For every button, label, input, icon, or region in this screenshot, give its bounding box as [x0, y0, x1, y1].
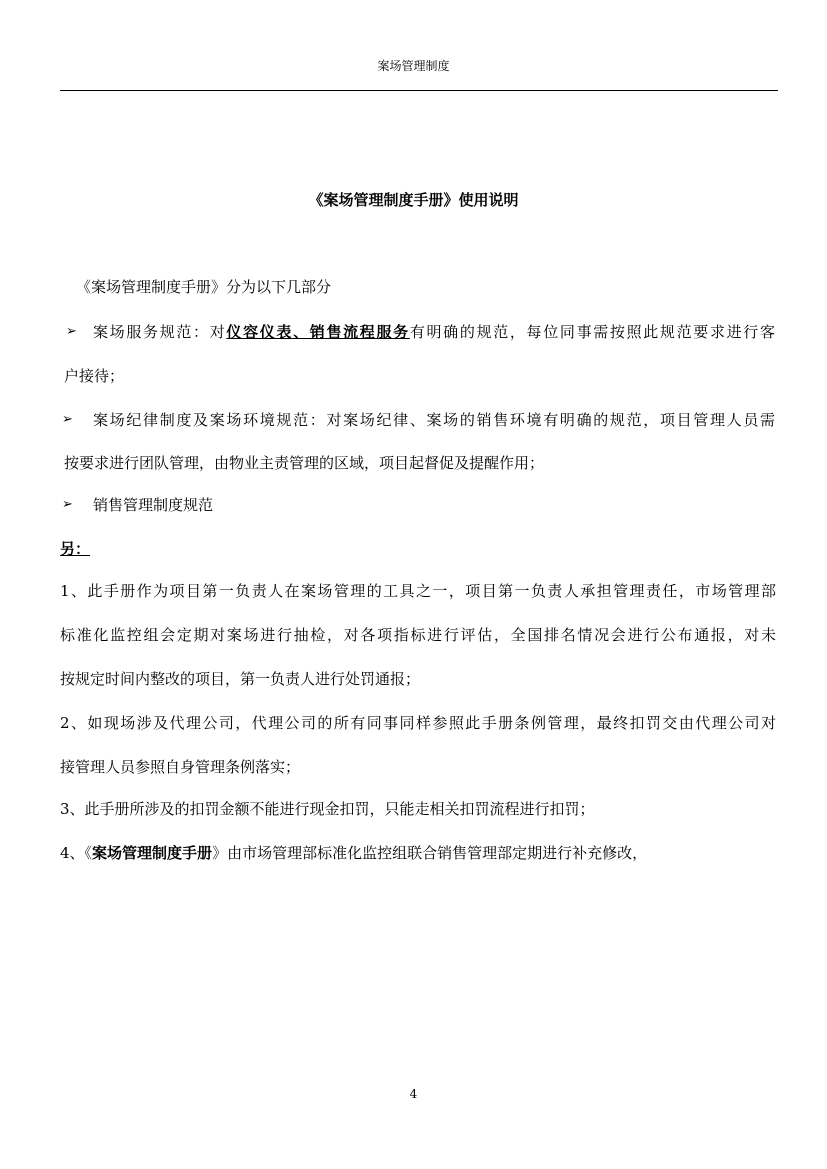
- note-1-line-2: 标准化监控组会定期对案场进行抽检，对各项指标进行评估，全国排名情况会进行公布通报，对未: [60, 626, 776, 644]
- bullet-arrow-icon: ➢: [62, 412, 73, 427]
- bullet-2-line-1: 案场纪律制度及案场环境规范：对案场纪律、案场的销售环境有明确的规范，项目管理人员需: [93, 411, 775, 429]
- header-rule: [60, 90, 778, 91]
- document-title: 《案场管理制度手册》使用说明: [308, 191, 519, 209]
- bullet-1-line-1: [93, 322, 775, 342]
- bullet-1-line-2: 户接待；: [64, 367, 125, 385]
- note-4-prefix: 4、《: [60, 844, 93, 862]
- page-number: 4: [409, 1087, 418, 1101]
- bullet-arrow-icon: ➢: [66, 324, 77, 339]
- note-4-emphasis: 案场管理制度手册: [92, 844, 213, 862]
- bullet-2-line-2: 按要求进行团队管理，由物业主责管理的区域，项目起督促及提醒作用；: [64, 454, 545, 472]
- note-1-line-3: 按规定时间内整改的项目，第一负责人进行处罚通报；: [60, 670, 421, 688]
- bullet-1-emphasis: 仪容仪表、销售流程服务: [226, 323, 410, 341]
- bullet-arrow-icon: ➢: [62, 497, 73, 512]
- note-heading: 另：: [60, 540, 91, 558]
- intro-line: 《案场管理制度手册》分为以下几部分: [76, 278, 332, 296]
- note-1-line-1: 1、此手册作为项目第一负责人在案场管理的工具之一，项目第一负责人承担管理责任，市场管理部: [60, 582, 776, 600]
- note-2-line-2: 接管理人员参照自身管理条例落实；: [60, 758, 301, 776]
- note-2-line-1: 2、如现场涉及代理公司，代理公司的所有同事同样参照此手册条例管理，最终扣罚交由代理公司对: [60, 714, 776, 732]
- note-4-line-1: [60, 843, 647, 863]
- bullet-1-suffix: 有明确的规范，每位同事需按照此规范要求进行客: [409, 323, 775, 341]
- note-4-suffix: 》由市场管理部标准化监控组联合销售管理部定期进行补充修改，: [212, 844, 648, 862]
- bullet-3-line-1: 销售管理制度规范: [93, 496, 214, 514]
- page-header: 案场管理制度: [377, 59, 450, 73]
- bullet-1-prefix: 案场服务规范：对: [93, 323, 227, 341]
- note-3-line-1: 3、此手册所涉及的扣罚金额不能进行现金扣罚，只能走相关扣罚流程进行扣罚；: [60, 800, 595, 818]
